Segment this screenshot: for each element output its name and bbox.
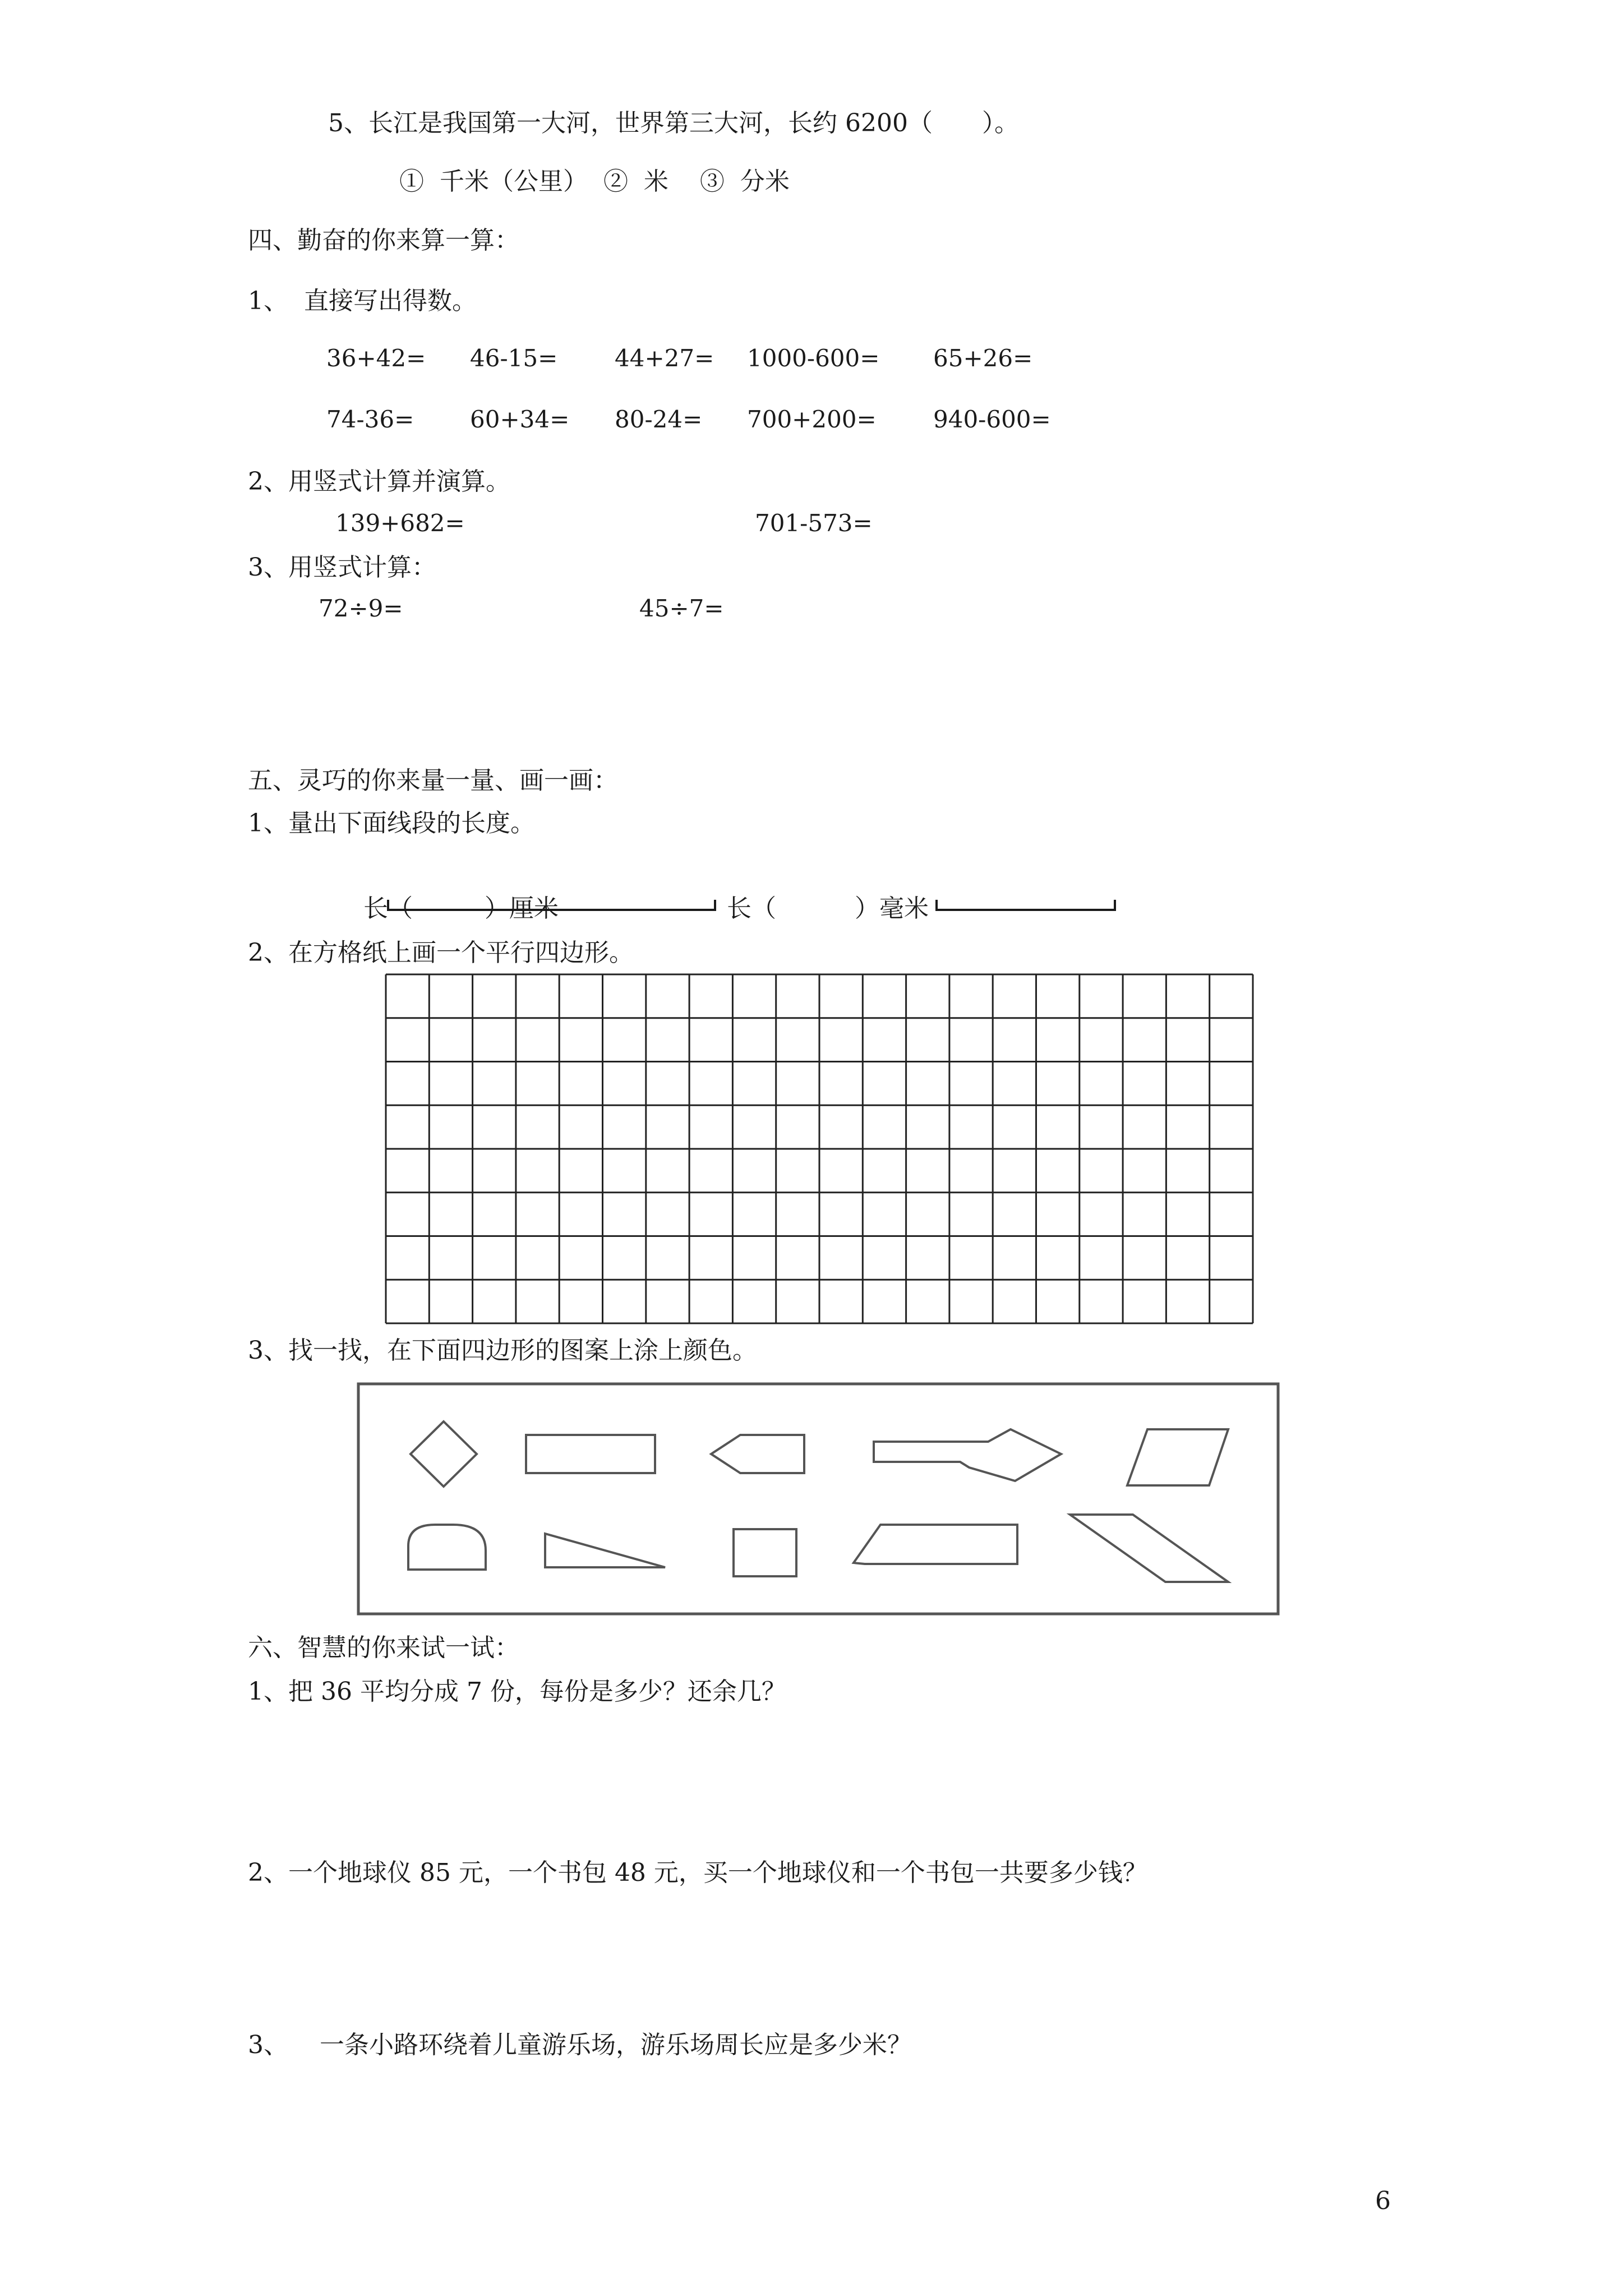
calc-2-5: 940-600= [933,406,1051,433]
slanted-parallelogram-icon[interactable] [1070,1515,1228,1582]
calc-2-3: 80-24= [615,406,703,433]
flag-shape-icon[interactable] [874,1429,1061,1481]
rectangle-icon[interactable] [526,1435,655,1473]
section6-q1: 1、把 36 平均分成 7 份，每份是多少？还余几？ [248,1677,786,1706]
division-2: 45÷7= [639,595,724,622]
calc-1-1: 36+42= [326,344,426,372]
segment2-prefix: 长（ [727,894,776,923]
vertical-calc-1: 139+682= [335,509,465,537]
section6-title: 六、智慧的你来试一试： [248,1634,519,1662]
line-segment-2 [935,895,1126,918]
diamond-icon[interactable] [411,1421,477,1487]
vertical-calc-2: 701-573= [755,509,873,537]
calc-1-4: 1000-600= [747,344,880,372]
grid-paper [385,973,1260,1327]
section5-title: 五、灵巧的你来量一量、画一画： [248,766,618,795]
calc-1-3: 44+27= [615,344,714,372]
shapes-frame [357,1382,1282,1618]
section4-p1-title: 1、 直接写出得数。 [248,287,477,315]
line-segment-1 [387,895,723,918]
calc-1-5: 65+26= [933,344,1033,372]
triangle-icon[interactable] [545,1534,665,1567]
pentagon-arrow-icon[interactable] [711,1435,804,1473]
trapezoid-icon[interactable] [854,1525,1017,1564]
square-icon[interactable] [734,1529,796,1576]
section5-p3-title: 3、找一找，在下面四边形的图案上涂上颜色。 [248,1336,757,1365]
q5-options: ① 千米（公里） ② 米 ③ 分米 [399,167,790,196]
division-1: 72÷9= [319,595,403,622]
section6-q2: 2、一个地球仪 85 元，一个书包 48 元，买一个地球仪和一个书包一共要多少钱？ [248,1858,1147,1887]
section4-p3-title: 3、用竖式计算： [248,553,436,582]
arch-shape-icon[interactable] [408,1525,486,1570]
segment2-unit: ）毫米 [855,894,929,923]
parallelogram-icon[interactable] [1127,1429,1228,1485]
calc-1-2: 46-15= [470,344,558,372]
calc-2-1: 74-36= [326,406,414,433]
section5-p1-title: 1、量出下面线段的长度。 [248,809,535,838]
calc-2-4: 700+200= [747,406,877,433]
section6-q3: 3、 一条小路环绕着儿童游乐场，游乐场周长应是多少米？ [248,2031,912,2059]
calc-2-2: 60+34= [470,406,570,433]
q5-stem: 5、长江是我国第一大河，世界第三大河，长约 6200（ ）。 [328,109,1019,137]
section4-p2-title: 2、用竖式计算并演算。 [248,467,510,496]
segment1-unit: ）厘米 [485,894,559,923]
section5-p2-title: 2、在方格纸上画一个平行四边形。 [248,938,634,967]
section4-title: 四、勤奋的你来算一算： [248,226,519,255]
page-number: 6 [1375,2187,1391,2215]
segment1-prefix: 长（ [363,894,413,923]
